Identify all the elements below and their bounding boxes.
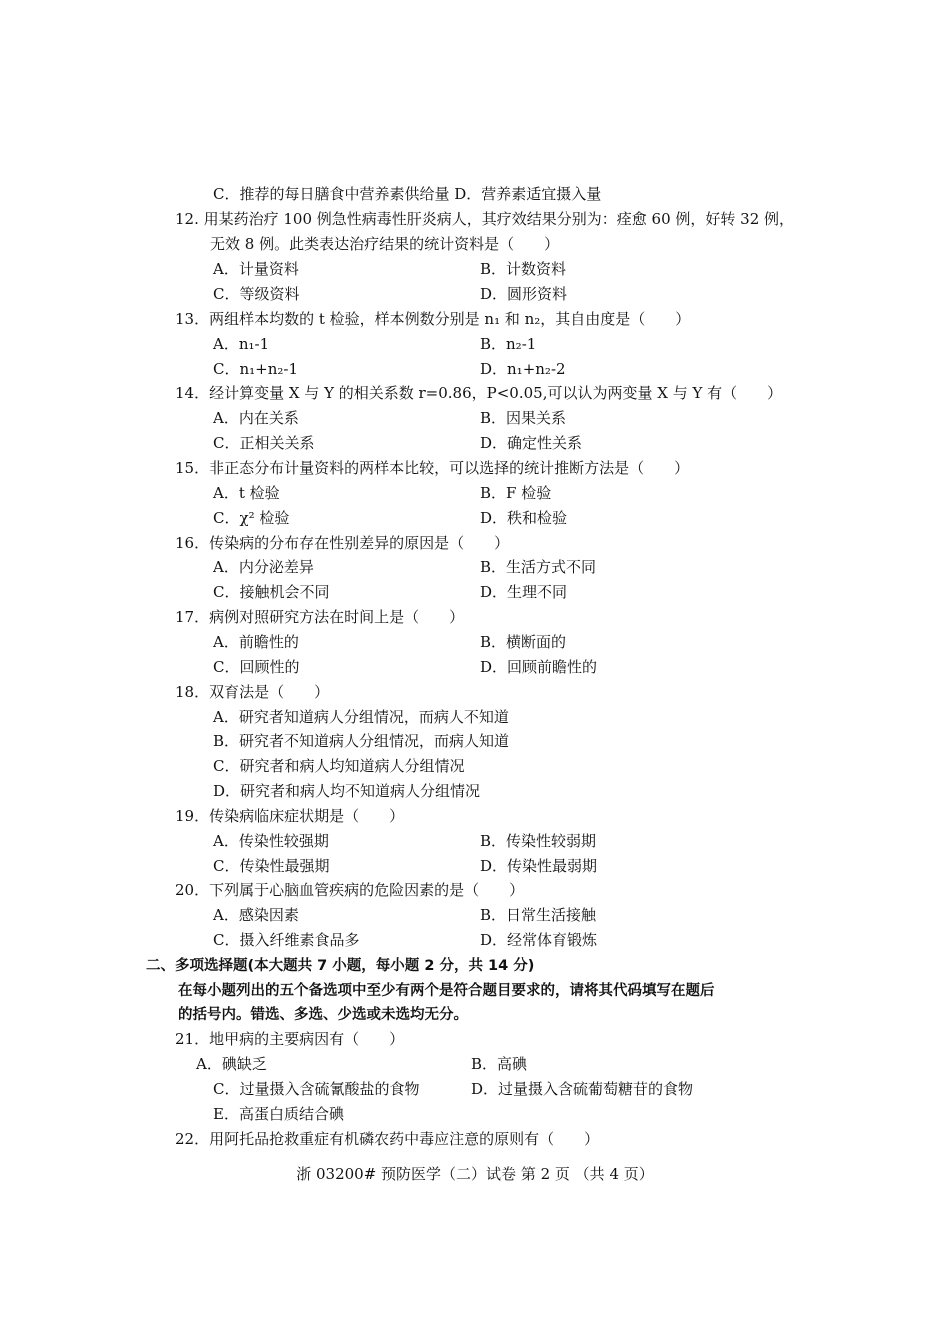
q16-option-c: C．接触机会不同 [213,583,330,601]
q12-option-a: A．计量资料 [213,260,299,278]
q21-option-b: B．高碘 [471,1055,528,1073]
q12-stem-cont: 无效 8 例。此类表达治疗结果的统计资料是（ ） [210,235,560,253]
q17-option-c: C．回顾性的 [213,658,300,676]
q14-stem: 14．经计算变量 X 与 Y 的相关系数 r=0.86，P<0.05,可以认为两变量 X 与 Y 有（ ） [175,384,783,402]
q21-stem: 21．地甲病的主要病因有（ ） [175,1030,405,1048]
q14-option-a: A．内在关系 [213,409,299,427]
q20-option-a: A．感染因素 [213,906,299,924]
q15-stem: 15．非正态分布计量资料的两样本比较，可以选择的统计推断方法是（ ） [175,459,690,477]
q16-stem: 16．传染病的分布存在性别差异的原因是（ ） [175,534,510,552]
q11-options-cd: C．推荐的每日膳食中营养素供给量 D．营养素适宜摄入量 [213,185,602,203]
q13-option-d: D．n₁+n₂-2 [480,360,566,378]
q21-option-d: D．过量摄入含硫葡萄糖苷的食物 [471,1080,694,1098]
q20-option-d: D．经常体育锻炼 [480,931,598,949]
q15-option-c: C．χ² 检验 [213,509,290,527]
q19-option-d: D．传染性最弱期 [480,857,598,875]
q15-option-a: A．t 检验 [213,484,280,502]
q17-stem: 17．病例对照研究方法在时间上是（ ） [175,608,465,626]
q13-stem: 13．两组样本均数的 t 检验，样本例数分别是 n₁ 和 n₂，其自由度是（ ） [175,310,691,328]
q15-option-d: D．秩和检验 [480,509,568,527]
q20-option-b: B．日常生活接触 [480,906,597,924]
q13-option-b: B．n₂-1 [480,335,537,353]
q14-option-c: C．正相关关系 [213,434,315,452]
q17-option-b: B．横断面的 [480,633,567,651]
q20-option-c: C．摄入纤维素食品多 [213,931,360,949]
q16-option-d: D．生理不同 [480,583,568,601]
q12-option-d: D．圆形资料 [480,285,568,303]
q18-option-c: C．研究者和病人均知道病人分组情况 [213,757,465,775]
q17-option-d: D．回顾前瞻性的 [480,658,598,676]
q22-stem: 22．用阿托品抢救重症有机磷农药中毒应注意的原则有（ ） [175,1130,600,1148]
q20-stem: 20．下列属于心脑血管疾病的危险因素的是（ ） [175,881,525,899]
q13-option-c: C．n₁+n₂-1 [213,360,299,378]
q12-option-c: C．等级资料 [213,285,300,303]
q19-option-c: C．传染性最强期 [213,857,330,875]
q19-option-a: A．传染性较强期 [213,832,329,850]
page-footer: 浙 03200# 预防医学（二）试卷 第 2 页 （共 4 页） [296,1165,654,1183]
q14-option-b: B．因果关系 [480,409,567,427]
q19-stem: 19．传染病临床症状期是（ ） [175,807,405,825]
section-heading: 二、多项选择题(本大题共 7 小题，每小题 2 分，共 14 分) [146,958,535,974]
q21-option-c: C．过量摄入含硫氰酸盐的食物 [213,1080,420,1098]
q12-stem: 12. 用某药治疗 100 例急性病毒性肝炎病人，其疗效结果分别为：痊愈 60 例，好转 32 例， [175,210,795,228]
q14-option-d: D．确定性关系 [480,434,583,452]
q21-option-e: E．高蛋白质结合碘 [213,1105,344,1123]
q18-stem: 18．双育法是（ ） [175,683,330,701]
q18-option-a: A．研究者知道病人分组情况，而病人不知道 [213,708,509,726]
q17-option-a: A．前瞻性的 [213,633,299,651]
q16-option-b: B．生活方式不同 [480,558,597,576]
section-instructions: 在每小题列出的五个备选项中至少有两个是符合题目要求的，请将其代码填写在题后 [178,983,715,999]
q15-option-b: B．F 检验 [480,484,552,502]
q18-option-d: D．研究者和病人均不知道病人分组情况 [213,782,481,800]
q18-option-b: B．研究者不知道病人分组情况，而病人知道 [213,732,510,750]
section-instructions-cont: 的括号内。错选、多选、少选或未选均无分。 [178,1007,468,1023]
q19-option-b: B．传染性较弱期 [480,832,597,850]
q21-option-a: A．碘缺乏 [196,1055,267,1073]
q13-option-a: A．n₁-1 [213,335,270,353]
q12-option-b: B．计数资料 [480,260,567,278]
q16-option-a: A．内分泌差异 [213,558,314,576]
